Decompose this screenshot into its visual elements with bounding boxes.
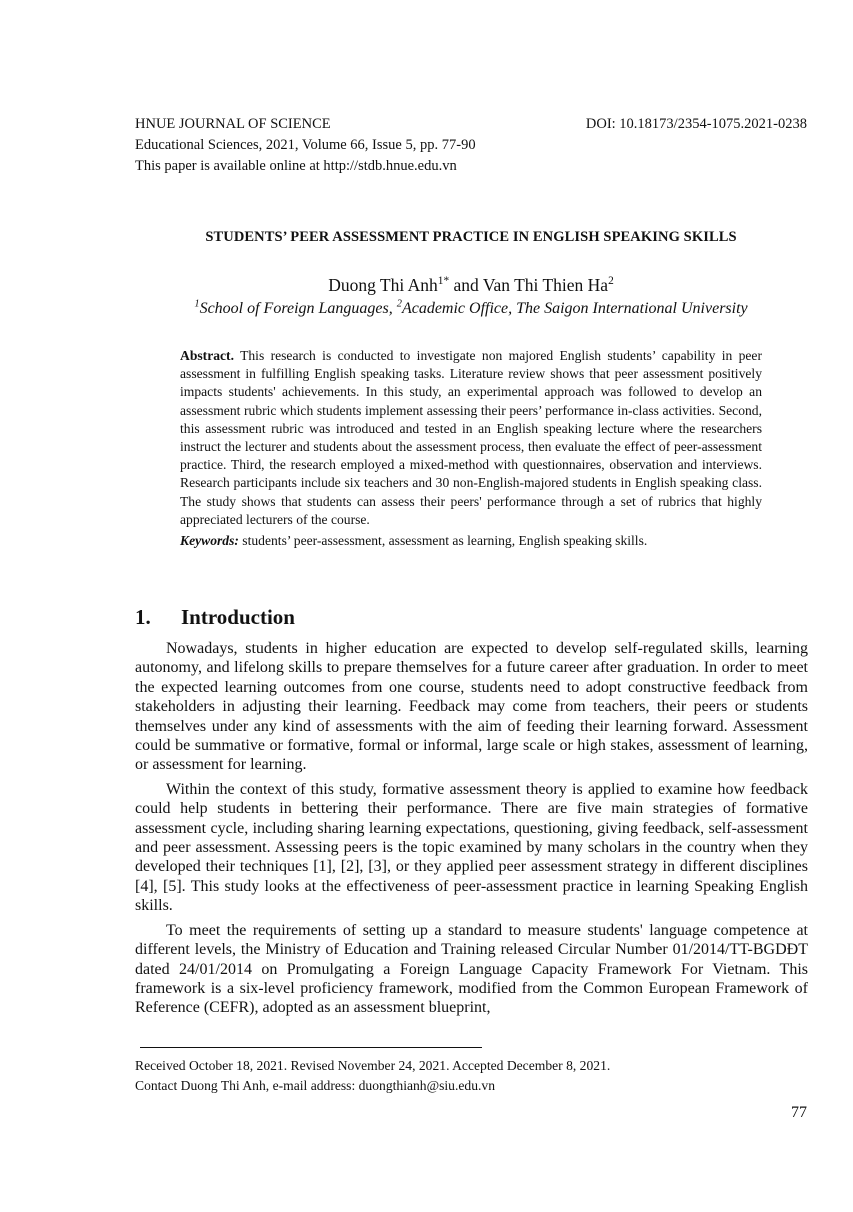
abstract-text: This research is conducted to investigate non majored English students’ capability in peer assessment in fulfilling English speaking tasks. Literature review shows that peer assessment positively impacts students' achievements. In this study, an experimental approach was followed to develop an assessment rubric which students implement assessing their peers’ performance in-class activities. Second, this assessment rubric was introduced and tested in an English speaking lecture where the researchers instruct the lecturer and students about the assessment process, then evaluate the effect of peer-assessment practice. Third, the research employed a mixed-method with questionnaires, observation and interviews. Research participants include six teachers and 30 non-English-majored students in English speaking class. The study shows that students can assess their peers' performance through a set of rubrics that highly appreciated lecturers of the course.	[180, 348, 762, 527]
section-number: 1.	[135, 605, 151, 629]
issue-info: Educational Sciences, 2021, Volume 66, Issue 5, pp. 77-90	[135, 137, 476, 153]
footnote-divider	[140, 1047, 482, 1048]
keywords	[180, 532, 762, 550]
paragraph: To meet the requirements of setting up a standard to measure students' language competence at different levels, the Ministry of Education and Training released Circular Number 01/2014/TT-BGDĐT dated 24/01/2014 on Promulgating a Foreign Language Capacity Framework For Vietnam. This framework is a six-level proficiency framework, modified from the Common European Framework of Reference (CEFR), adopted as an assessment blueprint,	[135, 921, 808, 1017]
affiliations	[135, 300, 807, 318]
page-number: 77	[791, 1104, 807, 1121]
abstract	[180, 347, 762, 550]
author-2: Van Thi Thien Ha	[482, 275, 609, 295]
author-conjunction: and	[449, 275, 483, 295]
author-1-affiliation-marker: 1*	[437, 275, 450, 288]
footnote-contact: Contact Duong Thi Anh, e-mail address: duongthianh@siu.edu.vn	[135, 1078, 495, 1093]
abstract-body	[180, 347, 762, 529]
author-1: Duong Thi Anh	[328, 275, 438, 295]
affiliation-1: School of Foreign Languages,	[199, 300, 397, 317]
abstract-label: Abstract.	[180, 348, 234, 363]
paragraph: Nowadays, students in higher education are expected to develop self-regulated skills, learning autonomy, and lifelong skills to prepare themselves for a future career after graduation. In order to meet the expected learning outcomes from one course, students need to adopt constructive feedback from stakeholders in adjusting their learning. Feedback may come from teachers, their peers or students themselves under any kind of assessments with the aim of feeding their learning forward. Assessment could be summative or formative, formal or informal, large scale or high stakes, assessment of learning, or assessment for learning.	[135, 640, 808, 774]
doi: DOI: 10.18173/2354-1075.2021-0238	[585, 116, 807, 132]
affiliation-2: Academic Office, The Saigon International University	[401, 300, 748, 317]
affiliation-1-marker: 1	[194, 298, 200, 310]
footnote-dates: Received October 18, 2021. Revised November 24, 2021. Accepted December 8, 2021.	[135, 1058, 611, 1073]
section-heading-introduction	[135, 605, 295, 630]
introduction-body	[135, 639, 808, 1023]
author-2-affiliation-marker: 2	[608, 275, 614, 288]
paragraph: Within the context of this study, formative assessment theory is applied to examine how feedback could help students in bettering their performance. There are five main strategies of formative assessment cycle, including sharing learning expectations, questioning, giving feedback, self-assessment and peer assessment. Assessing peers is the topic examined by many scholars in the country when they developed their techniques [1], [2], [3], or they applied peer assessment strategy in different disciplines [4], [5]. This study looks at the effectiveness of peer-assessment practice in learning Speaking English skills.	[135, 780, 808, 915]
journal-name: HNUE JOURNAL OF SCIENCE	[135, 116, 331, 132]
paper-title: STUDENTS’ PEER ASSESSMENT PRACTICE IN ENGLISH SPEAKING SKILLS	[205, 229, 737, 245]
keywords-label: Keywords:	[180, 533, 239, 549]
authors	[135, 275, 807, 296]
online-availability: This paper is available online at http://stdb.hnue.edu.vn	[135, 158, 457, 174]
affiliation-2-marker: 2	[396, 298, 402, 310]
footnote	[135, 1056, 610, 1096]
keywords-text: students’ peer-assessment, assessment as learning, English speaking skills.	[238, 533, 648, 549]
section-title: Introduction	[181, 605, 295, 629]
